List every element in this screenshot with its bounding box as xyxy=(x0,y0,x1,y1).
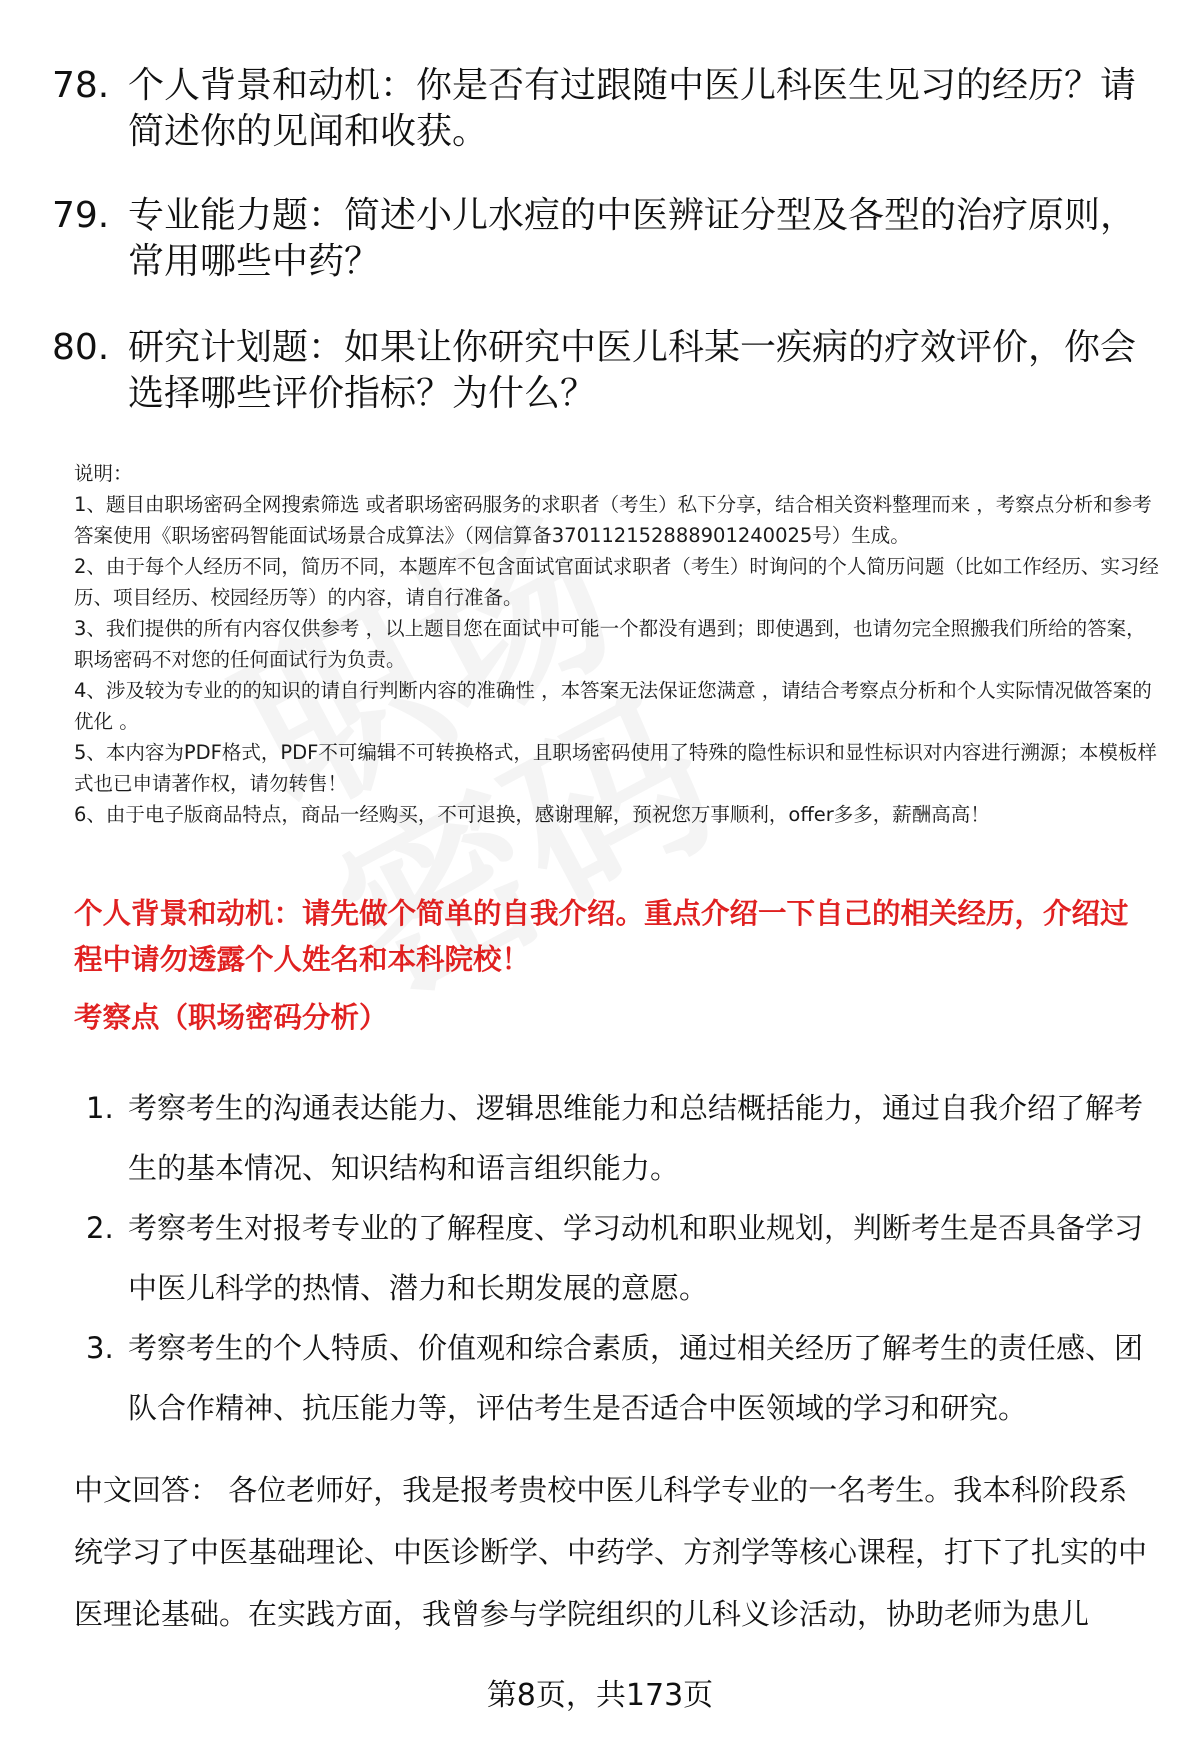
analysis-points xyxy=(86,1078,1156,1438)
list-item-text: 考察考生对报考专业的了解程度、学习动机和职业规划，判断考生是否具备学习中医儿科学的热情、潜力和长期发展的意愿。 xyxy=(128,1211,1144,1305)
question-78 xyxy=(52,63,1152,155)
list-item-text: 考察考生的沟通表达能力、逻辑思维能力和总结概括能力，通过自我介绍了解考生的基本情况、知识结构和语言组织能力。 xyxy=(128,1091,1144,1185)
note-item: 4、涉及较为专业的的知识的请自行判断内容的准确性 ，本答案无法保证您满意 ，请结合考察点分析和个人实际情况做答案的优化 。 xyxy=(74,679,1152,733)
note-item: 1、题目由职场密码全网搜索筛选 或者职场密码服务的求职者（考生）私下分享，结合相关资料整理而来 ，考察点分析和参考答案使用《职场密码智能面试场景合成算法》（网信算备370112152888901240025号）生成。 xyxy=(74,493,1152,547)
notes-section xyxy=(74,458,1164,830)
notes-title: 说明： xyxy=(74,462,133,485)
question-text: 个人背景和动机：你是否有过跟随中医儿科医生见习的经历？请简述你的见闻和收获。 xyxy=(128,65,1137,152)
note-item: 2、由于每个人经历不同，简历不同，本题库不包含面试官面试求职者（考生）时询问的个人简历问题（比如工作经历、实习经历、项目经历、校园经历等）的内容，请自行准备。 xyxy=(74,555,1159,609)
list-item-text: 考察考生的个人特质、价值观和综合素质，通过相关经历了解考生的责任感、团队合作精神、抗压能力等，评估考生是否适合中医领域的学习和研究。 xyxy=(128,1331,1144,1425)
question-text: 研究计划题：如果让你研究中医儿科某一疾病的疗效评价，你会选择哪些评价指标？为什么？ xyxy=(128,327,1137,414)
list-item-number: 3. xyxy=(86,1331,114,1365)
question-80 xyxy=(52,325,1152,417)
list-item-number: 2. xyxy=(86,1211,114,1245)
question-number: 79. xyxy=(52,195,110,236)
list-item xyxy=(86,1078,1156,1198)
question-number: 78. xyxy=(52,65,110,106)
analysis-heading: 考察点（职场密码分析） xyxy=(74,1001,388,1034)
note-item: 6、由于电子版商品特点，商品一经购买，不可退换，感谢理解，预祝您万事顺利，offer多多，薪酬高高！ xyxy=(74,803,990,826)
note-item: 5、本内容为PDF格式，PDF不可编辑不可转换格式，且职场密码使用了特殊的隐性标识和显性标识对内容进行溯源；本模板样式也已申请著作权，请勿转售！ xyxy=(74,741,1157,795)
list-item xyxy=(86,1318,1156,1438)
question-79 xyxy=(52,193,1152,285)
question-number: 80. xyxy=(52,327,110,368)
note-item: 3、我们提供的所有内容仅供参考 ，以上题目您在面试中可能一个都没有遇到；即使遇到，也请勿完全照搬我们所给的答案，职场密码不对您的任何面试行为负责。 xyxy=(74,617,1146,671)
question-text: 专业能力题：简述小儿水痘的中医辨证分型及各型的治疗原则，常用哪些中药？ xyxy=(128,195,1137,282)
answer-text: 中文回答： 各位老师好，我是报考贵校中医儿科学专业的一名考生。我本科阶段系统学习了中医基础理论、中医诊断学、中药学、方剂学等核心课程，打下了扎实的中医理论基础。在实践方面，我曾参与学院组织的儿科义诊活动，协助老师为患儿 xyxy=(74,1473,1148,1631)
section-heading: 个人背景和动机：请先做个简单的自我介绍。重点介绍一下自己的相关经历，介绍过程中请勿透露个人姓名和本科院校！ xyxy=(74,897,1129,976)
list-item xyxy=(86,1198,1156,1318)
list-item-number: 1. xyxy=(86,1091,114,1125)
page-number: 第8页，共173页 xyxy=(486,1678,714,1713)
